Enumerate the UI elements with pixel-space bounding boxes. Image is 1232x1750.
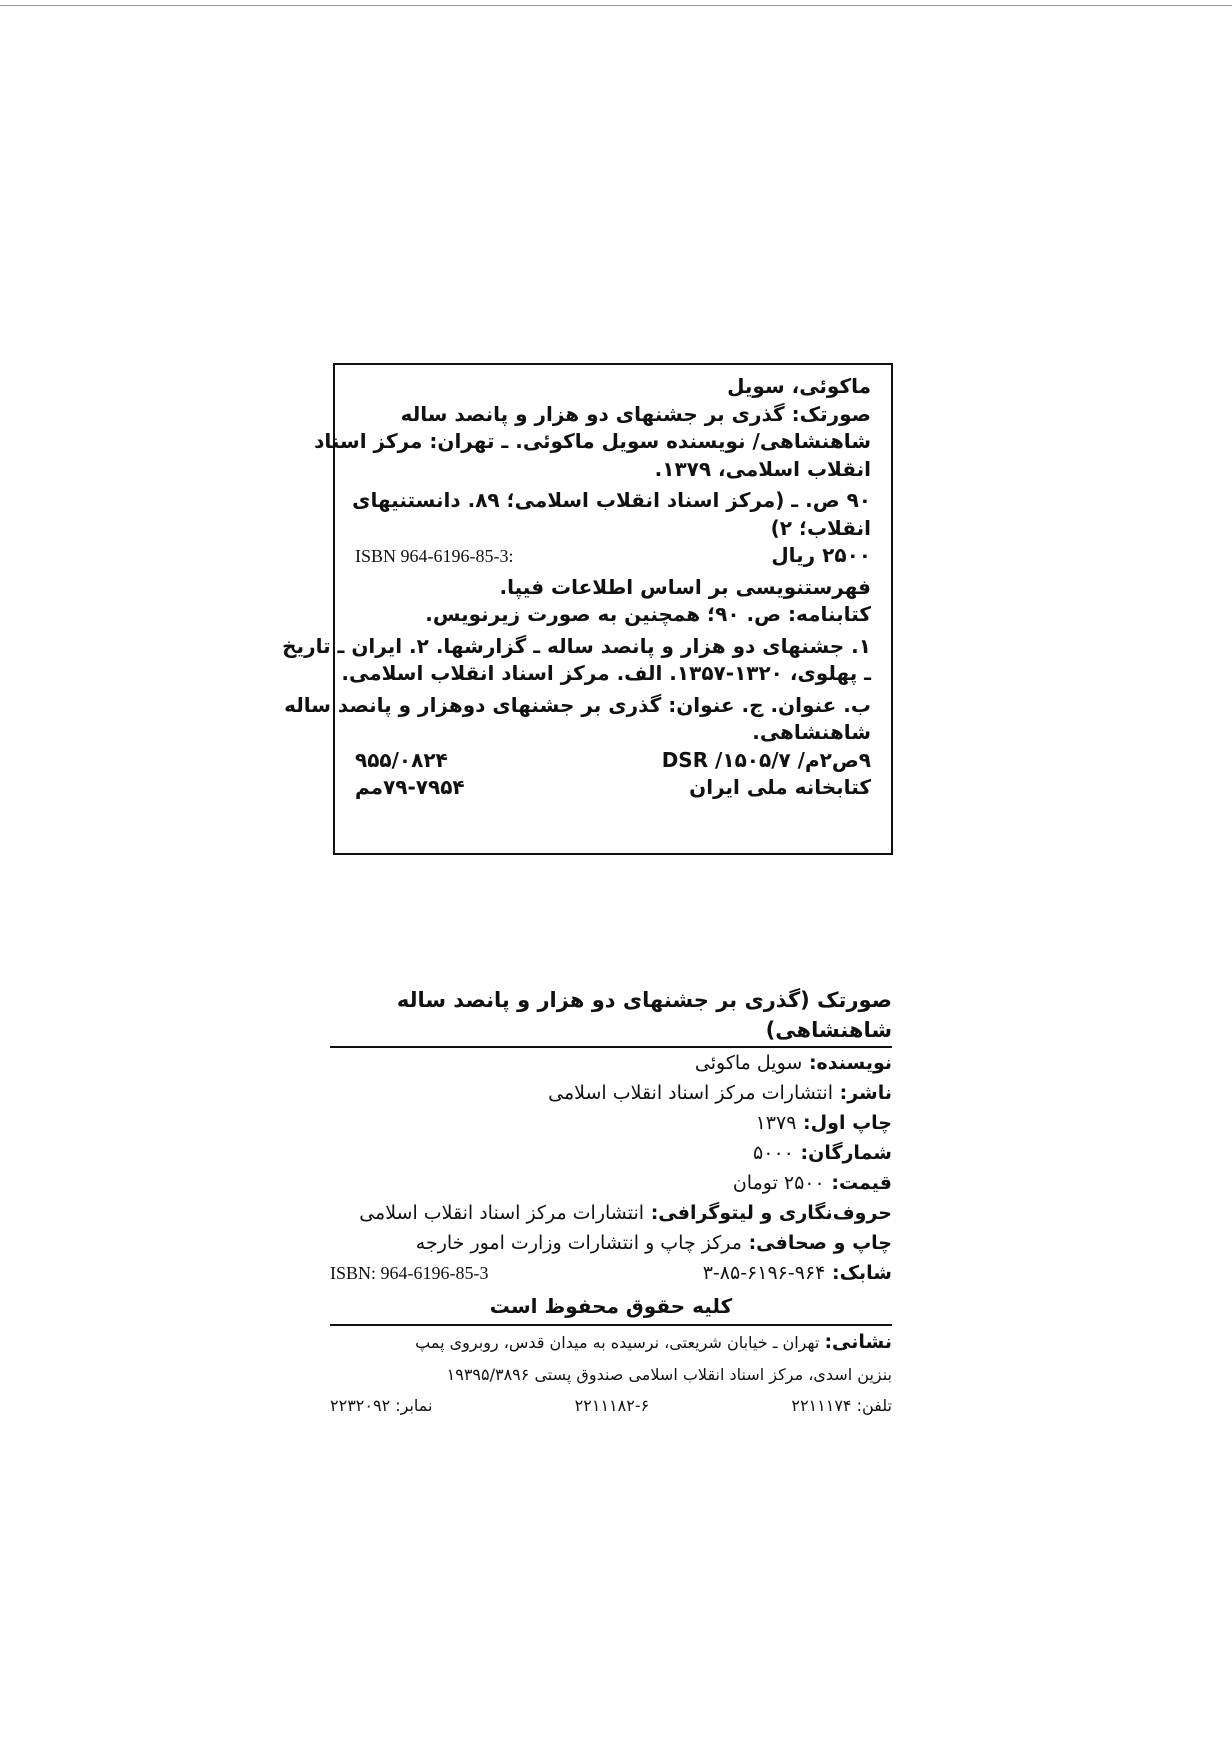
printing-value: مرکز چاپ و انتشارات وزارت امور خارجه [415,1232,742,1254]
cip-publication-line: انقلاب اسلامی، ۱۳۷۹. [654,456,871,481]
cip-collation-line: ۹۰ ص. ـ (مرکز اسناد انقلاب اسلامی؛ ۸۹. دانستنیهای [352,488,871,512]
cip-price: ۲۵۰۰ ریال [771,543,871,567]
address-label: نشانی: [824,1331,892,1353]
cip-titles-line: ب. عنوان. ج. عنوان: گذری بر جشنهای دوهزار و پانصد ساله [284,692,871,717]
cip-author: ماکوئی، سویل [727,374,871,398]
imprint-publisher-row [330,1078,892,1108]
cip-isbn: ISBN 964-6196-85-3: [355,546,514,566]
edition-label: چاپ اول: [803,1112,892,1134]
cip-titles-line-2: شاهنشاهی. [752,720,871,744]
cip-fipa-note: فهرستنویسی بر اساس اطلاعات فیپا. [499,574,871,599]
cip-subjects-line: ۱. جشنهای دو هزار و پانصد ساله ـ گزارشها. ۲. ایران ـ تاریخ [282,633,871,658]
printing-label: چاپ و صحافی: [748,1232,892,1254]
phone-2: ۲۲۱۱۱۸۲-۶ [574,1396,650,1415]
author-label: نویسنده: [808,1052,892,1074]
rights-reserved-notice: کلیه حقوق محفوظ است [489,1294,733,1318]
price-value: ۲۵۰۰ تومان [732,1172,825,1194]
contact-numbers-row [330,1391,892,1421]
cip-record-number: ۷۹-۷۹۵۴مم [355,775,465,799]
page-top-rule [0,5,1232,6]
imprint-price-row [330,1168,892,1198]
imprint-edition-row [330,1108,892,1138]
imprint-copies-row [330,1138,892,1168]
cip-classification-row [355,747,871,775]
cataloguing-box [282,363,893,855]
imprint-isbn: ISBN: 964-6196-85-3 [330,1263,489,1283]
cip-statement-line: شاهنشاهی/ نویسنده سویل ماکوئی. ـ تهران: مرکز اسناد [314,429,871,453]
author-value: سویل ماکوئی [694,1052,803,1074]
cip-classification-lc: ۹ص۲م/ ۱۵۰۵/۷/ DSR [661,747,871,772]
fax-number: نمابر: ۲۲۳۲۰۹۲ [330,1396,433,1415]
imprint-isbn-row [330,1258,892,1288]
address-text-1: تهران ـ خیابان شریعتی، نرسیده به میدان قدس، روبروی پمپ [415,1333,820,1352]
cip-title-line: صورتک: گذری بر جشنهای دو هزار و پانصد ساله [400,401,871,426]
shabak-label: شابک: [831,1262,892,1284]
edition-value: ۱۳۷۹ [755,1112,797,1134]
publisher-label: ناشر: [839,1082,892,1104]
address-line-2: بنزین اسدی، مرکز اسناد انقلاب اسلامی صندوق پستی ۱۹۳۹۵/۳۸۹۶ [446,1365,892,1384]
publisher-value: انتشارات مرکز اسناد انقلاب اسلامی [548,1082,833,1104]
imprint-author-row [330,1048,892,1078]
cip-price-isbn-row [355,542,871,570]
cip-bibliography-note: کتابنامه: ص. ۹۰؛ همچنین به صورت زیرنویس. [425,602,871,626]
imprint-typesetting-row [330,1198,892,1228]
address-line-1 [330,1326,892,1359]
price-label: قیمت: [831,1172,892,1194]
cip-subjects-line-2: ـ پهلوی، ۱۳۲۰-۱۳۵۷. الف. مرکز اسناد انقلاب اسلامی. [341,661,871,685]
copies-label: شمارگان: [800,1142,892,1164]
imprint-printing-row [330,1228,892,1258]
cip-series-line: انقلاب؛ ۲) [770,515,871,540]
phone-1: تلفن: ۲۲۱۱۱۷۴ [791,1396,892,1415]
cip-classification-dewey: ۹۵۵/۰۸۲۴ [355,747,448,772]
typesetting-label: حروف‌نگاری و لیتوگرافی: [650,1202,892,1224]
copies-value: ۵۰۰۰ [753,1142,794,1164]
imprint-title: صورتک (گذری بر جشنهای دو هزار و پانصد ساله شاهنشاهی) [330,985,892,1048]
typesetting-value: انتشارات مرکز اسناد انقلاب اسلامی [359,1202,645,1224]
shabak-value: ۹۶۴-۶۱۹۶-۸۵-۳ [702,1262,826,1284]
cip-library-name: کتابخانه ملی ایران [689,775,871,799]
imprint-block [330,985,892,1421]
cip-library-row [355,774,871,802]
